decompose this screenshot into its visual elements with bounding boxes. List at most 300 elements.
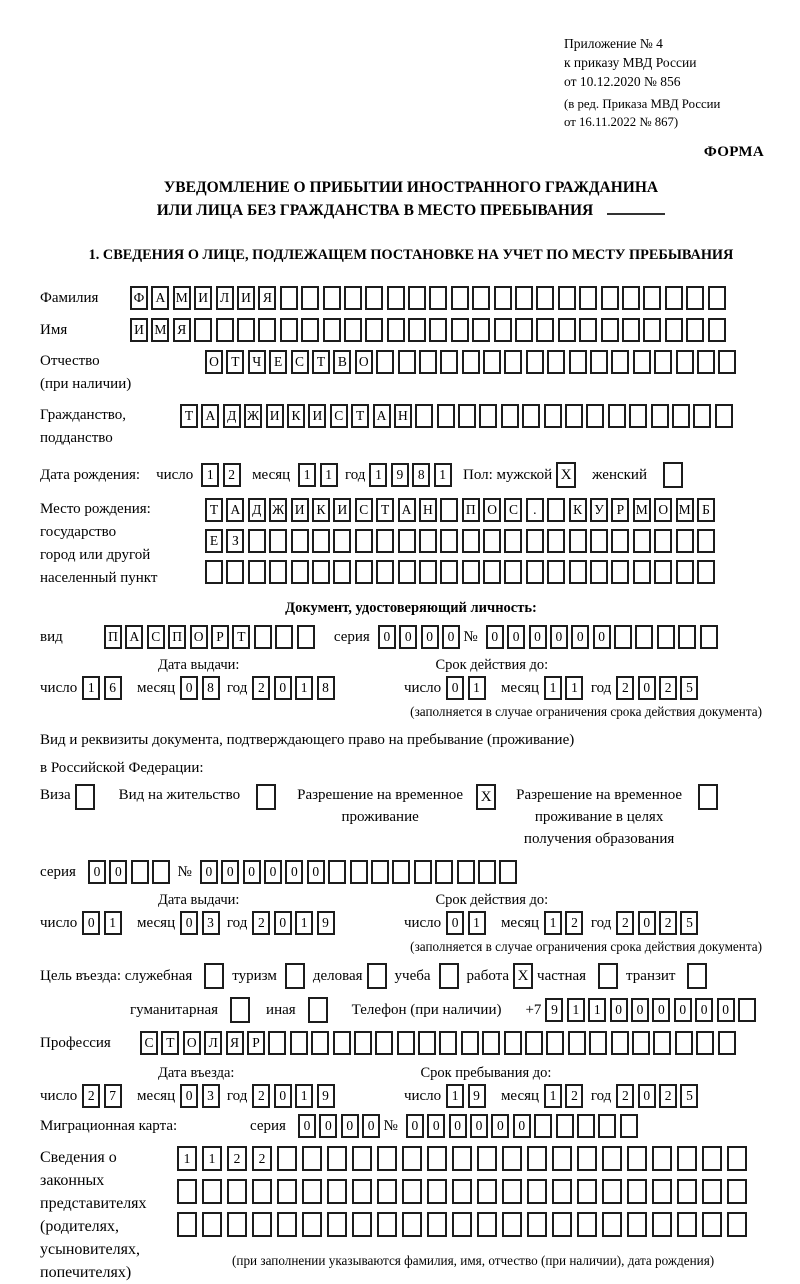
form-cell[interactable]	[677, 1179, 697, 1204]
form-cell[interactable]: Я	[258, 286, 276, 310]
form-cell[interactable]	[252, 1179, 272, 1204]
form-cell[interactable]	[536, 286, 554, 310]
form-cell[interactable]	[302, 1146, 322, 1171]
form-cell[interactable]	[440, 498, 458, 522]
form-cell[interactable]: Я	[226, 1031, 244, 1055]
form-cell[interactable]: О	[205, 350, 223, 374]
form-cell[interactable]	[727, 1179, 747, 1204]
form-cell[interactable]	[333, 560, 351, 584]
form-cell[interactable]	[419, 529, 437, 553]
checkbox-cell[interactable]: X	[513, 963, 533, 989]
form-cell[interactable]	[633, 350, 651, 374]
form-cell[interactable]: З	[226, 529, 244, 553]
form-cell[interactable]	[546, 1031, 564, 1055]
form-cell[interactable]	[328, 860, 346, 884]
form-cell[interactable]: 0	[486, 625, 504, 649]
form-cell[interactable]	[477, 1179, 497, 1204]
form-cell[interactable]: 0	[638, 1084, 656, 1108]
form-cell[interactable]: 1	[202, 1146, 222, 1171]
form-cell[interactable]: С	[330, 404, 348, 428]
form-cell[interactable]	[452, 1146, 472, 1171]
form-cell[interactable]	[501, 404, 519, 428]
form-cell[interactable]	[392, 860, 410, 884]
form-cell[interactable]: С	[147, 625, 165, 649]
form-cell[interactable]	[327, 1146, 347, 1171]
form-cell[interactable]	[697, 529, 715, 553]
form-cell[interactable]: 1	[298, 463, 316, 487]
form-cell[interactable]: Е	[269, 350, 287, 374]
checkbox-cell[interactable]	[698, 784, 718, 810]
form-cell[interactable]	[269, 529, 287, 553]
form-cell[interactable]	[558, 318, 576, 342]
form-cell[interactable]: 1	[295, 911, 313, 935]
checkbox-cell[interactable]	[439, 963, 459, 989]
form-cell[interactable]: 1	[468, 911, 486, 935]
form-cell[interactable]	[429, 318, 447, 342]
form-cell[interactable]: С	[504, 498, 522, 522]
form-cell[interactable]	[547, 560, 565, 584]
form-cell[interactable]	[291, 529, 309, 553]
form-cell[interactable]: 0	[674, 998, 692, 1022]
form-cell[interactable]: 1	[104, 911, 122, 935]
form-cell[interactable]	[461, 1031, 479, 1055]
form-cell[interactable]: 8	[412, 463, 430, 487]
form-cell[interactable]	[457, 860, 475, 884]
form-cell[interactable]	[590, 529, 608, 553]
form-cell[interactable]	[352, 1212, 372, 1237]
form-cell[interactable]	[577, 1212, 597, 1237]
form-cell[interactable]	[654, 529, 672, 553]
form-cell[interactable]: 2	[659, 911, 677, 935]
form-cell[interactable]	[427, 1212, 447, 1237]
form-cell[interactable]: 5	[680, 1084, 698, 1108]
form-cell[interactable]: 8	[202, 676, 220, 700]
form-cell[interactable]	[589, 1031, 607, 1055]
form-cell[interactable]: 1	[82, 676, 100, 700]
form-cell[interactable]	[611, 1031, 629, 1055]
form-cell[interactable]	[534, 1114, 552, 1138]
form-cell[interactable]	[227, 1212, 247, 1237]
form-cell[interactable]	[482, 1031, 500, 1055]
form-cell[interactable]	[414, 860, 432, 884]
form-cell[interactable]	[700, 625, 718, 649]
form-cell[interactable]	[718, 350, 736, 374]
form-cell[interactable]	[429, 286, 447, 310]
form-cell[interactable]	[440, 560, 458, 584]
form-cell[interactable]	[702, 1212, 722, 1237]
form-cell[interactable]	[277, 1146, 297, 1171]
form-cell[interactable]: 0	[180, 911, 198, 935]
form-cell[interactable]	[654, 350, 672, 374]
form-cell[interactable]: Т	[312, 350, 330, 374]
form-cell[interactable]	[565, 404, 583, 428]
form-cell[interactable]: Ч	[248, 350, 266, 374]
form-cell[interactable]: 1	[434, 463, 452, 487]
form-cell[interactable]: Я	[173, 318, 191, 342]
form-cell[interactable]	[552, 1146, 572, 1171]
form-cell[interactable]	[252, 1212, 272, 1237]
form-cell[interactable]: М	[173, 286, 191, 310]
form-cell[interactable]	[352, 1179, 372, 1204]
form-cell[interactable]	[371, 860, 389, 884]
form-cell[interactable]: 2	[252, 1146, 272, 1171]
form-cell[interactable]: И	[237, 286, 255, 310]
form-cell[interactable]	[301, 318, 319, 342]
form-cell[interactable]	[590, 560, 608, 584]
form-cell[interactable]	[376, 350, 394, 374]
checkbox-cell[interactable]: X	[556, 462, 576, 488]
form-cell[interactable]: О	[183, 1031, 201, 1055]
form-cell[interactable]: 0	[82, 911, 100, 935]
form-cell[interactable]	[472, 286, 490, 310]
form-cell[interactable]	[462, 350, 480, 374]
form-cell[interactable]: Л	[204, 1031, 222, 1055]
form-cell[interactable]: 0	[274, 1084, 292, 1108]
form-cell[interactable]	[577, 1179, 597, 1204]
form-cell[interactable]	[216, 318, 234, 342]
form-cell[interactable]	[657, 625, 675, 649]
form-cell[interactable]	[697, 560, 715, 584]
form-cell[interactable]: А	[151, 286, 169, 310]
form-cell[interactable]	[632, 1031, 650, 1055]
form-cell[interactable]	[462, 560, 480, 584]
form-cell[interactable]: Д	[248, 498, 266, 522]
form-cell[interactable]	[602, 1146, 622, 1171]
form-cell[interactable]: 2	[616, 911, 634, 935]
form-cell[interactable]	[277, 1179, 297, 1204]
form-cell[interactable]	[569, 560, 587, 584]
form-cell[interactable]	[301, 286, 319, 310]
form-cell[interactable]: О	[483, 498, 501, 522]
form-cell[interactable]: 3	[202, 1084, 220, 1108]
form-cell[interactable]	[177, 1179, 197, 1204]
form-cell[interactable]: 0	[221, 860, 239, 884]
form-cell[interactable]	[402, 1212, 422, 1237]
form-cell[interactable]	[415, 404, 433, 428]
form-cell[interactable]	[350, 860, 368, 884]
form-cell[interactable]: Т	[205, 498, 223, 522]
form-cell[interactable]	[354, 1031, 372, 1055]
form-cell[interactable]: 0	[507, 625, 525, 649]
form-cell[interactable]: 0	[274, 676, 292, 700]
form-cell[interactable]	[598, 1114, 616, 1138]
form-cell[interactable]: Т	[180, 404, 198, 428]
checkbox-cell[interactable]	[663, 462, 683, 488]
form-cell[interactable]: Т	[226, 350, 244, 374]
form-cell[interactable]	[586, 404, 604, 428]
form-cell[interactable]	[577, 1114, 595, 1138]
form-cell[interactable]: А	[201, 404, 219, 428]
form-cell[interactable]	[686, 286, 704, 310]
form-cell[interactable]: Ф	[130, 286, 148, 310]
form-cell[interactable]: И	[291, 498, 309, 522]
form-cell[interactable]: 2	[616, 1084, 634, 1108]
form-cell[interactable]: 0	[631, 998, 649, 1022]
form-cell[interactable]	[375, 1031, 393, 1055]
form-cell[interactable]: 0	[362, 1114, 380, 1138]
form-cell[interactable]	[654, 560, 672, 584]
form-cell[interactable]: И	[333, 498, 351, 522]
form-cell[interactable]: 1	[468, 676, 486, 700]
checkbox-cell[interactable]	[367, 963, 387, 989]
form-cell[interactable]	[676, 350, 694, 374]
form-cell[interactable]	[458, 404, 476, 428]
form-cell[interactable]: 1	[369, 463, 387, 487]
form-cell[interactable]	[387, 286, 405, 310]
form-cell[interactable]	[194, 318, 212, 342]
form-cell[interactable]: 0	[638, 911, 656, 935]
form-cell[interactable]: 0	[274, 911, 292, 935]
form-cell[interactable]	[311, 1031, 329, 1055]
form-cell[interactable]	[451, 286, 469, 310]
form-cell[interactable]	[277, 1212, 297, 1237]
form-cell[interactable]	[525, 1031, 543, 1055]
form-cell[interactable]: Р	[211, 625, 229, 649]
form-cell[interactable]	[677, 1212, 697, 1237]
form-cell[interactable]	[652, 1179, 672, 1204]
form-cell[interactable]	[601, 318, 619, 342]
form-cell[interactable]	[248, 560, 266, 584]
form-cell[interactable]: 1	[544, 1084, 562, 1108]
form-cell[interactable]	[620, 1114, 638, 1138]
form-cell[interactable]: С	[355, 498, 373, 522]
form-cell[interactable]	[477, 1146, 497, 1171]
form-cell[interactable]	[590, 350, 608, 374]
form-cell[interactable]	[365, 318, 383, 342]
form-cell[interactable]: 0	[200, 860, 218, 884]
form-cell[interactable]: О	[654, 498, 672, 522]
form-cell[interactable]: 0	[307, 860, 325, 884]
form-cell[interactable]: 2	[223, 463, 241, 487]
form-cell[interactable]	[254, 625, 272, 649]
form-cell[interactable]	[483, 350, 501, 374]
form-cell[interactable]	[504, 560, 522, 584]
form-cell[interactable]	[547, 529, 565, 553]
checkbox-cell[interactable]	[75, 784, 95, 810]
form-cell[interactable]	[676, 529, 694, 553]
form-cell[interactable]: О	[355, 350, 373, 374]
form-cell[interactable]: Т	[351, 404, 369, 428]
form-cell[interactable]: 5	[680, 676, 698, 700]
form-cell[interactable]: 9	[317, 911, 335, 935]
form-cell[interactable]	[693, 404, 711, 428]
form-cell[interactable]: 2	[565, 911, 583, 935]
form-cell[interactable]	[437, 404, 455, 428]
form-cell[interactable]: 7	[104, 1084, 122, 1108]
form-cell[interactable]: Л	[216, 286, 234, 310]
form-cell[interactable]	[177, 1212, 197, 1237]
form-cell[interactable]: К	[312, 498, 330, 522]
form-cell[interactable]	[365, 286, 383, 310]
form-cell[interactable]: 0	[449, 1114, 467, 1138]
form-cell[interactable]	[522, 404, 540, 428]
form-cell[interactable]	[527, 1212, 547, 1237]
form-cell[interactable]	[435, 860, 453, 884]
form-cell[interactable]	[686, 318, 704, 342]
form-cell[interactable]	[718, 1031, 736, 1055]
form-cell[interactable]	[290, 1031, 308, 1055]
form-cell[interactable]	[502, 1212, 522, 1237]
form-cell[interactable]	[526, 529, 544, 553]
form-cell[interactable]: 2	[616, 676, 634, 700]
form-cell[interactable]	[333, 1031, 351, 1055]
form-cell[interactable]	[677, 1146, 697, 1171]
form-cell[interactable]: 0	[593, 625, 611, 649]
form-cell[interactable]: 0	[378, 625, 396, 649]
form-cell[interactable]	[275, 625, 293, 649]
checkbox-cell[interactable]	[308, 997, 328, 1023]
form-cell[interactable]	[702, 1179, 722, 1204]
form-cell[interactable]	[237, 318, 255, 342]
form-cell[interactable]	[627, 1146, 647, 1171]
form-cell[interactable]: Ж	[244, 404, 262, 428]
form-cell[interactable]	[418, 1031, 436, 1055]
form-cell[interactable]	[427, 1146, 447, 1171]
form-cell[interactable]: 1	[544, 911, 562, 935]
form-cell[interactable]: Н	[394, 404, 412, 428]
form-cell[interactable]: 0	[695, 998, 713, 1022]
form-cell[interactable]	[226, 560, 244, 584]
form-cell[interactable]: 2	[252, 911, 270, 935]
form-cell[interactable]	[504, 350, 522, 374]
form-cell[interactable]	[472, 318, 490, 342]
form-cell[interactable]	[258, 318, 276, 342]
form-cell[interactable]: 0	[298, 1114, 316, 1138]
form-cell[interactable]	[248, 529, 266, 553]
form-cell[interactable]	[402, 1146, 422, 1171]
form-cell[interactable]: 2	[252, 1084, 270, 1108]
form-cell[interactable]: 0	[652, 998, 670, 1022]
form-cell[interactable]	[483, 529, 501, 553]
form-cell[interactable]: Б	[697, 498, 715, 522]
form-cell[interactable]: 3	[202, 911, 220, 935]
form-cell[interactable]: 0	[442, 625, 460, 649]
form-cell[interactable]	[515, 318, 533, 342]
form-cell[interactable]	[377, 1212, 397, 1237]
form-cell[interactable]: 2	[82, 1084, 100, 1108]
form-cell[interactable]: 2	[659, 676, 677, 700]
form-cell[interactable]	[427, 1179, 447, 1204]
form-cell[interactable]	[478, 860, 496, 884]
form-cell[interactable]	[291, 560, 309, 584]
form-cell[interactable]	[440, 350, 458, 374]
form-cell[interactable]	[715, 404, 733, 428]
form-cell[interactable]: 9	[545, 998, 563, 1022]
form-cell[interactable]	[397, 1031, 415, 1055]
form-cell[interactable]: Р	[247, 1031, 265, 1055]
form-cell[interactable]	[547, 498, 565, 522]
form-cell[interactable]	[323, 286, 341, 310]
form-cell[interactable]	[462, 529, 480, 553]
form-cell[interactable]	[526, 350, 544, 374]
form-cell[interactable]	[280, 286, 298, 310]
form-cell[interactable]: 1	[544, 676, 562, 700]
form-cell[interactable]: И	[308, 404, 326, 428]
form-cell[interactable]	[526, 560, 544, 584]
form-cell[interactable]	[355, 560, 373, 584]
form-cell[interactable]	[627, 1179, 647, 1204]
form-cell[interactable]	[440, 529, 458, 553]
form-cell[interactable]	[227, 1179, 247, 1204]
form-cell[interactable]: Н	[419, 498, 437, 522]
form-cell[interactable]: Р	[611, 498, 629, 522]
form-cell[interactable]	[652, 1146, 672, 1171]
checkbox-cell[interactable]: X	[476, 784, 496, 810]
form-cell[interactable]	[202, 1212, 222, 1237]
form-cell[interactable]	[479, 404, 497, 428]
form-cell[interactable]: 0	[406, 1114, 424, 1138]
form-cell[interactable]: В	[333, 350, 351, 374]
form-cell[interactable]	[377, 1179, 397, 1204]
form-cell[interactable]: И	[194, 286, 212, 310]
form-cell[interactable]: 1	[295, 1084, 313, 1108]
form-cell[interactable]	[635, 625, 653, 649]
form-cell[interactable]	[302, 1212, 322, 1237]
form-cell[interactable]: М	[633, 498, 651, 522]
form-cell[interactable]: А	[125, 625, 143, 649]
form-cell[interactable]	[665, 286, 683, 310]
form-cell[interactable]	[738, 998, 756, 1022]
form-cell[interactable]	[708, 286, 726, 310]
form-cell[interactable]	[504, 529, 522, 553]
form-cell[interactable]	[558, 286, 576, 310]
form-cell[interactable]	[499, 860, 517, 884]
form-cell[interactable]	[611, 350, 629, 374]
form-cell[interactable]: 0	[446, 911, 464, 935]
form-cell[interactable]: 0	[446, 676, 464, 700]
form-cell[interactable]: П	[462, 498, 480, 522]
form-cell[interactable]: П	[104, 625, 122, 649]
form-cell[interactable]: 0	[341, 1114, 359, 1138]
form-cell[interactable]	[569, 529, 587, 553]
form-cell[interactable]: 6	[104, 676, 122, 700]
form-cell[interactable]	[333, 529, 351, 553]
form-cell[interactable]: Т	[161, 1031, 179, 1055]
form-cell[interactable]	[452, 1179, 472, 1204]
form-cell[interactable]: 1	[567, 998, 585, 1022]
form-cell[interactable]	[602, 1179, 622, 1204]
form-cell[interactable]: О	[190, 625, 208, 649]
form-cell[interactable]: 0	[88, 860, 106, 884]
form-cell[interactable]: 0	[427, 1114, 445, 1138]
form-cell[interactable]: 1	[588, 998, 606, 1022]
form-cell[interactable]	[652, 1212, 672, 1237]
form-cell[interactable]	[568, 1031, 586, 1055]
form-cell[interactable]	[502, 1146, 522, 1171]
form-cell[interactable]	[622, 286, 640, 310]
form-cell[interactable]	[608, 404, 626, 428]
form-cell[interactable]: 1	[177, 1146, 197, 1171]
form-cell[interactable]: 0	[529, 625, 547, 649]
form-cell[interactable]	[323, 318, 341, 342]
form-cell[interactable]	[552, 1179, 572, 1204]
form-cell[interactable]	[376, 529, 394, 553]
form-cell[interactable]: А	[373, 404, 391, 428]
form-cell[interactable]: Т	[376, 498, 394, 522]
form-cell[interactable]	[675, 1031, 693, 1055]
form-cell[interactable]: Д	[223, 404, 241, 428]
checkbox-cell[interactable]	[598, 963, 618, 989]
form-cell[interactable]: К	[287, 404, 305, 428]
form-cell[interactable]: 0	[513, 1114, 531, 1138]
form-cell[interactable]: У	[590, 498, 608, 522]
form-cell[interactable]: М	[151, 318, 169, 342]
form-cell[interactable]	[269, 560, 287, 584]
form-cell[interactable]	[708, 318, 726, 342]
form-cell[interactable]: А	[398, 498, 416, 522]
form-cell[interactable]	[387, 318, 405, 342]
form-cell[interactable]: 0	[264, 860, 282, 884]
